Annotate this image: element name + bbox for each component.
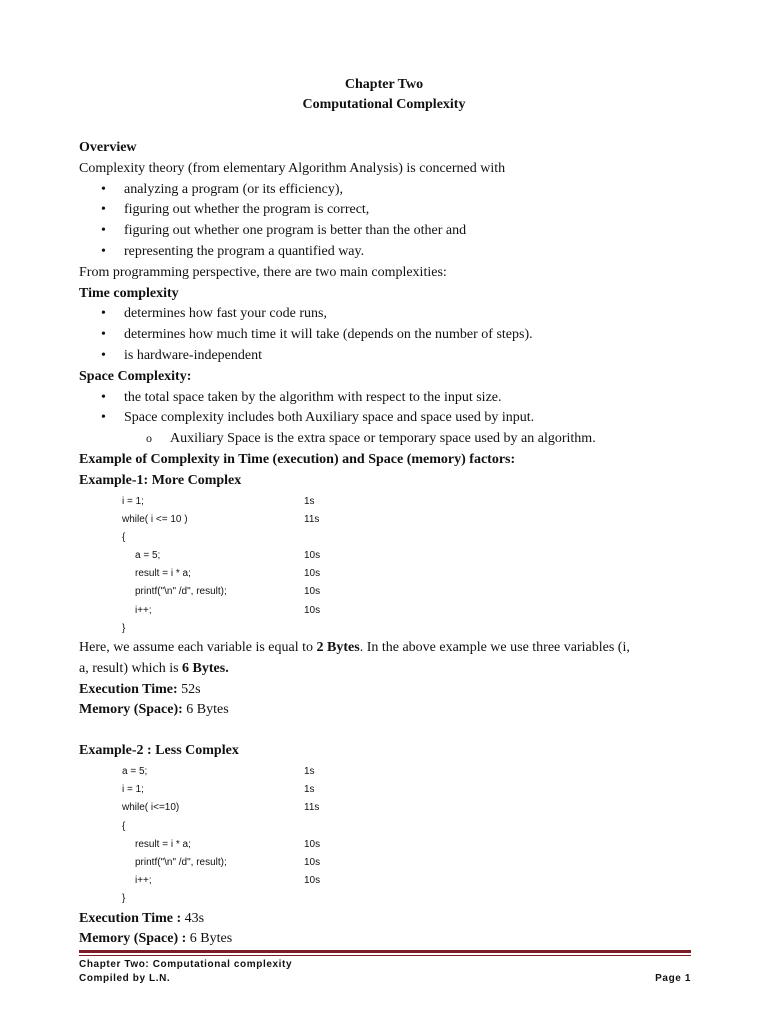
footer-compiled [79,973,691,984]
footer-chapter: Chapter Two: Computational complexity [79,959,293,970]
code-line [79,620,699,638]
code-line [79,763,699,781]
code-time: 1s [304,784,315,796]
execution-time-label: Execution Time : [79,910,182,926]
list-item: • Space complexity includes both Auxiliary space and space used by input. [79,408,699,429]
code-text: result = i * a; [135,838,191,850]
code-line [79,529,699,547]
code-line [79,854,699,872]
execution-time-value: 52s [177,681,201,697]
code-line [79,565,699,583]
code-text: i++; [135,604,152,616]
footer-divider [79,950,691,953]
code-line [79,890,699,908]
code-line [79,818,699,836]
code-text: a = 5; [135,550,161,562]
overview-intro: Complexity theory (from elementary Algorithm Analysis) is concerned with [79,160,506,176]
example2-memory [79,929,699,950]
code-text: { [122,820,126,832]
example2-heading: Example-2 : Less Complex [79,743,239,759]
code-time: 10s [304,586,321,598]
memory-value: 6 Bytes [186,931,233,947]
list-item: • figuring out whether one program is better than the other and [79,221,699,242]
code-text: printf("\n" /d", result); [135,586,227,598]
memory-label: Memory (Space): [79,702,183,718]
list-item: • the total space taken by the algorithm with respect to the input size. [79,388,699,409]
list-item: • analyzing a program (or its efficiency), [79,180,699,201]
example1-explanation-line2 [79,659,699,680]
code-line [79,511,699,529]
list-item: • determines how fast your code runs, [79,304,699,325]
execution-time-label: Execution Time: [79,681,178,697]
code-time: 10s [304,838,321,850]
code-line [79,602,699,620]
explanation-text: a, result) which is [79,660,183,676]
code-text: printf("\n" /d", result); [135,856,227,868]
example1-memory [79,700,699,721]
perspective-text: From programming perspective, there are two main complexities: [79,264,447,280]
document-body [79,138,699,950]
code-text: } [122,622,126,634]
code-time: 10s [304,856,321,868]
code-text: a = 5; [122,766,148,778]
code-line [79,547,699,565]
overview-list [79,180,699,263]
page-title: Computational Complexity [302,97,466,112]
page-number: Page 1 [655,973,691,984]
example2-execution-time [79,909,699,930]
code-line [79,836,699,854]
examples-heading: Example of Complexity in Time (execution) and Space (memory) factors: [79,451,516,467]
example1-explanation-line1 [79,638,699,659]
list-item: • figuring out whether the program is correct, [79,200,699,221]
explanation-bold: 6 Bytes. [182,660,229,676]
code-line [79,781,699,799]
memory-label: Memory (Space) : [79,931,187,947]
example2-code-block [79,763,699,909]
list-item: • is hardware-independent [79,346,699,367]
code-text: result = i * a; [135,568,191,580]
explanation-text: . In the above example we use three variables (i, [359,640,630,656]
space-complexity-sublist [79,429,699,450]
explanation-bold: 2 Bytes [316,640,360,656]
code-text: i = 1; [122,495,144,507]
code-text: i++; [135,875,152,887]
code-text: while( i <= 10 ) [122,513,188,525]
footer-author: Compiled by L.N. [79,973,171,984]
example1-execution-time [79,680,699,701]
time-complexity-heading: Time complexity [79,285,179,301]
list-item: • representing the program a quantified way. [79,242,699,263]
code-line [79,872,699,890]
code-time: 10s [304,550,321,562]
code-time: 11s [304,802,320,814]
code-text: { [122,531,126,543]
code-time: 10s [304,604,321,616]
list-item: • determines how much time it will take (depends on the number of steps). [79,325,699,346]
code-text: while( i<=10) [122,802,180,814]
example1-code-block [79,493,699,639]
list-item: o Auxiliary Space is the extra space or temporary space used by an algorithm. [79,429,699,450]
memory-value: 6 Bytes [182,702,229,718]
execution-time-value: 43s [181,910,205,926]
chapter-label: Chapter Two [344,77,424,92]
code-line [79,583,699,601]
space-complexity-list [79,388,699,430]
overview-heading: Overview [79,140,137,155]
code-time: 10s [304,568,321,580]
spacer [79,721,699,741]
time-complexity-list [79,304,699,366]
code-line [79,493,699,511]
explanation-text: Here, we assume each variable is equal to [79,640,317,656]
code-time: 11s [304,513,320,525]
code-time: 1s [304,766,315,778]
footer-divider-thin [79,955,691,956]
code-time: 1s [304,495,315,507]
code-time: 10s [304,875,321,887]
code-text: i = 1; [122,784,144,796]
space-complexity-heading: Space Complexity: [79,368,192,384]
code-text: } [122,893,126,905]
code-line [79,799,699,817]
example1-heading: Example-1: More Complex [79,472,242,488]
